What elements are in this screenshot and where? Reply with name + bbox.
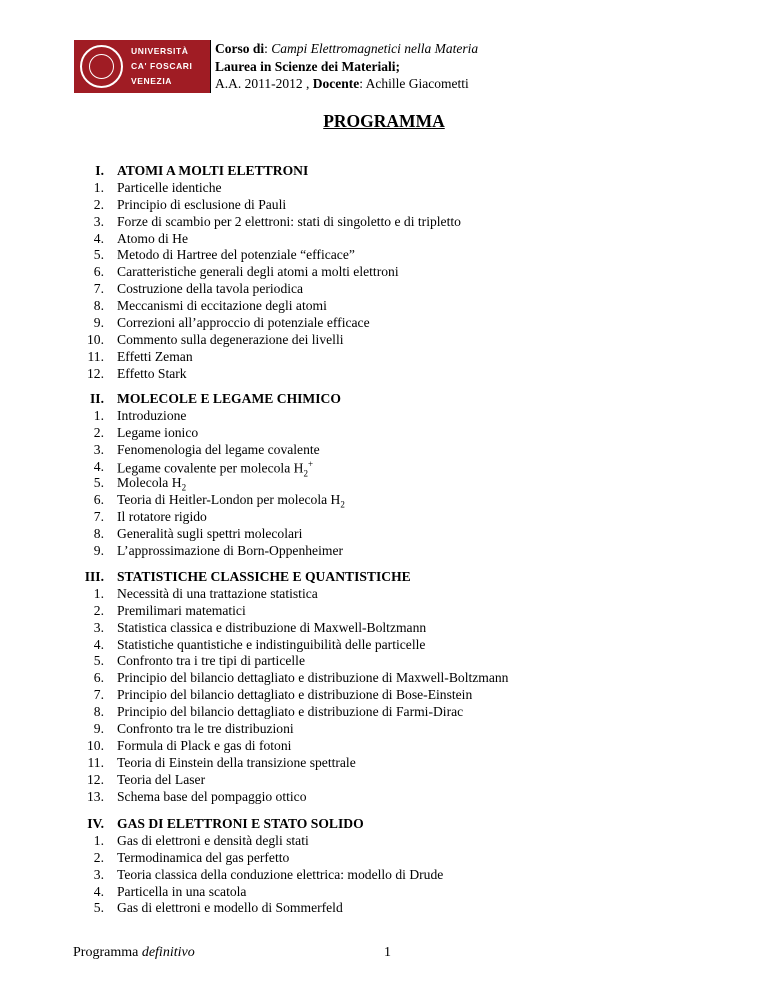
item-text — [117, 687, 472, 703]
item-number: 6. — [93, 492, 104, 508]
item-number: 5. — [93, 475, 104, 491]
item-text — [117, 586, 318, 602]
item-text-main: Metodo di Hartree del potenziale “efficace” — [117, 247, 355, 263]
item-text-main: Correzioni all’approccio di potenziale efficace — [117, 315, 370, 331]
item-text-main: Necessità di una trattazione statistica — [117, 585, 318, 601]
item-number: 5. — [93, 653, 104, 669]
item-number: 4. — [93, 883, 104, 899]
university-logo — [74, 40, 210, 93]
item-number: 7. — [93, 281, 104, 297]
item-text-main: Effetti Zeman — [117, 348, 193, 364]
item-subscript: 2 — [340, 500, 345, 511]
item-text — [117, 789, 307, 805]
item-text-main: Fenomenologia del legame covalente — [117, 441, 320, 457]
item-text-main: Principio del bilancio dettagliato e distribuzione di Bose-Einstein — [117, 687, 473, 703]
item-text — [117, 264, 399, 280]
section-heading — [0, 569, 768, 586]
item-number: 3. — [93, 619, 104, 635]
item-number: 11. — [87, 348, 104, 364]
list-item — [0, 603, 768, 620]
item-text-main: Legame covalente per molecola H — [117, 460, 304, 476]
item-number: 3. — [93, 213, 104, 229]
item-text-main: Principio del bilancio dettagliato e distribuzione di Maxwell-Boltzmann — [117, 670, 509, 686]
item-number: 11. — [87, 754, 104, 770]
item-text — [117, 603, 246, 619]
item-text — [117, 247, 355, 263]
logo-wordmark — [131, 44, 193, 89]
item-text-main: Teoria classica della conduzione elettrica: modello di Drude — [117, 866, 444, 882]
list-item — [0, 687, 768, 704]
page-title: PROGRAMMA — [323, 111, 445, 131]
list-item — [0, 738, 768, 755]
item-text-main: Effetto Stark — [117, 365, 187, 381]
list-item — [0, 231, 768, 248]
item-number: 1. — [93, 585, 104, 601]
item-text-main: Schema base del pompaggio ottico — [117, 788, 307, 804]
item-text — [117, 704, 463, 720]
item-superscript: + — [307, 458, 314, 469]
list-item — [0, 620, 768, 637]
page-number: 1 — [384, 945, 391, 960]
item-text-main: Costruzione della tavola periodica — [117, 281, 304, 297]
item-number: 3. — [93, 441, 104, 457]
item-number: 1. — [93, 832, 104, 848]
item-number: 2. — [93, 602, 104, 618]
item-text-main: Gas di elettroni e modello di Sommerfeld — [117, 900, 343, 916]
item-text — [117, 509, 207, 525]
item-text — [117, 349, 193, 365]
item-text — [117, 475, 186, 493]
item-text — [117, 526, 302, 542]
list-item — [0, 833, 768, 850]
section-numeral: IV. — [87, 816, 104, 831]
item-text — [117, 653, 305, 669]
item-text-main: Teoria di Einstein della transizione spettrale — [117, 754, 356, 770]
list-item — [0, 366, 768, 383]
item-text-main: Premilimari matematici — [117, 602, 246, 618]
course-line: Corso di: Campi Elettromagnetici nella Materia — [215, 41, 479, 56]
item-text — [117, 772, 205, 788]
item-text — [117, 492, 345, 510]
list-item — [0, 772, 768, 789]
item-number: 10. — [87, 737, 104, 753]
list-item — [0, 637, 768, 654]
item-number: 9. — [93, 721, 104, 737]
section-title: ATOMI A MOLTI ELETTRONI — [117, 163, 309, 178]
section-title: MOLECOLE E LEGAME CHIMICO — [117, 391, 341, 406]
section-title: GAS DI ELETTRONI E STATO SOLIDO — [117, 816, 364, 831]
footer-label — [73, 945, 195, 961]
course-label: Corso di — [215, 41, 265, 56]
item-number: 8. — [93, 704, 104, 720]
section-numeral: I. — [95, 163, 104, 178]
list-item — [0, 197, 768, 214]
item-text — [117, 543, 343, 559]
item-text-main: Termodinamica del gas perfetto — [117, 849, 290, 865]
year-line — [215, 75, 478, 93]
item-number: 3. — [93, 866, 104, 882]
list-item — [0, 315, 768, 332]
list-item — [0, 867, 768, 884]
item-text — [117, 425, 198, 441]
item-text-main: Generalità sugli spettri molecolari — [117, 526, 303, 542]
section — [0, 816, 768, 917]
item-text — [117, 755, 356, 771]
item-text — [117, 298, 327, 314]
item-number: 5. — [93, 900, 104, 916]
item-text — [117, 850, 289, 866]
item-text-main: Legame ionico — [117, 424, 199, 440]
item-text — [117, 620, 426, 636]
item-text-main: Gas di elettroni e densità degli stati — [117, 832, 309, 848]
item-number: 4. — [93, 230, 104, 246]
item-text — [117, 180, 222, 196]
footer-text-italic: definitivo — [141, 945, 195, 960]
item-text — [117, 833, 309, 849]
section-numeral: II. — [90, 391, 104, 406]
item-number: 12. — [87, 365, 104, 381]
item-text-main: Statistica classica e distribuzione di Maxwell-Boltzmann — [117, 619, 427, 635]
item-number: 4. — [93, 636, 104, 652]
item-text — [117, 670, 508, 686]
item-text — [117, 366, 187, 382]
docente-label: Docente — [312, 76, 360, 92]
section — [0, 391, 768, 560]
list-item — [0, 509, 768, 526]
item-text — [117, 408, 186, 424]
item-text — [117, 884, 246, 900]
list-item — [0, 586, 768, 603]
course-info — [210, 40, 478, 93]
section-numeral: III. — [84, 569, 104, 584]
list-item — [0, 543, 768, 560]
item-text-main: Atomo di He — [117, 230, 188, 246]
section-title: STATISTICHE CLASSICHE E QUANTISTICHE — [117, 569, 411, 584]
item-number: 10. — [87, 331, 104, 347]
list-item — [0, 425, 768, 442]
degree-name: Laurea in Scienze dei Materiali; — [215, 58, 400, 74]
degree-line — [215, 58, 478, 76]
list-item — [0, 492, 768, 509]
item-text — [117, 867, 443, 883]
logo-line-2: CA' FOSCARI — [131, 61, 193, 71]
list-item — [0, 721, 768, 738]
section — [0, 569, 768, 805]
list-item — [0, 281, 768, 298]
item-text — [117, 900, 343, 916]
item-number: 5. — [93, 247, 104, 263]
item-number: 9. — [93, 315, 104, 331]
item-text — [117, 281, 303, 297]
list-item — [0, 332, 768, 349]
item-text-main: Confronto tra le tre distribuzioni — [117, 721, 294, 737]
list-item — [0, 789, 768, 806]
item-text — [117, 214, 461, 230]
list-item — [0, 475, 768, 492]
item-text-main: Particella in una scatola — [117, 883, 247, 899]
list-item — [0, 850, 768, 867]
list-item — [0, 526, 768, 543]
logo-line-1: UNIVERSITÀ — [131, 46, 189, 56]
item-number: 1. — [93, 179, 104, 195]
docente-name: : Achille Giacometti — [359, 76, 469, 92]
list-item — [0, 408, 768, 425]
item-number: 4. — [93, 458, 104, 474]
item-subscript: 2 — [303, 467, 308, 478]
item-text — [117, 231, 188, 247]
item-text — [117, 332, 344, 348]
item-number: 6. — [93, 264, 104, 280]
course-name: Campi Elettromagnetici nella Materia — [271, 41, 479, 56]
section-heading — [0, 816, 768, 833]
item-subscript: 2 — [181, 483, 187, 494]
section-heading — [0, 163, 768, 180]
item-text-main: Teoria del Laser — [117, 771, 206, 787]
item-number: 2. — [93, 424, 104, 440]
list-item — [0, 180, 768, 197]
seal-icon — [80, 45, 123, 88]
item-text-main: Commento sulla degenerazione dei livelli — [117, 331, 344, 347]
list-item — [0, 900, 768, 917]
document-header — [74, 40, 514, 93]
item-text-main: Caratteristiche generali degli atomi a molti elettroni — [117, 264, 399, 280]
item-text-main: L’approssimazione di Born-Oppenheimer — [117, 543, 344, 559]
item-text-main: Statistiche quantistiche e indistinguibilità delle particelle — [117, 636, 426, 652]
list-item — [0, 442, 768, 459]
item-number: 6. — [93, 670, 104, 686]
item-number: 8. — [93, 526, 104, 542]
item-text — [117, 637, 425, 653]
item-number: 7. — [93, 509, 104, 525]
item-text-main: Il rotatore rigido — [117, 509, 207, 525]
logo-line-3: VENEZIA — [131, 76, 173, 86]
item-text-main: Introduzione — [117, 407, 187, 423]
item-text-main: Principio di esclusione di Pauli — [117, 196, 287, 212]
item-number: 13. — [87, 788, 104, 804]
item-text-main: Meccanismi di eccitazione degli atomi — [117, 298, 327, 314]
list-item — [0, 349, 768, 366]
list-item — [0, 755, 768, 772]
section-heading — [0, 391, 768, 408]
item-text — [117, 197, 286, 213]
item-text — [117, 442, 320, 458]
section — [0, 163, 768, 383]
list-item — [0, 298, 768, 315]
item-text-main: Molecola H — [117, 475, 182, 491]
item-text-main: Principio del bilancio dettagliato e distribuzione di Farmi-Dirac — [117, 704, 464, 720]
item-number: 12. — [87, 771, 104, 787]
item-text — [117, 315, 370, 331]
item-text-main: Particelle identiche — [117, 179, 222, 195]
item-number: 2. — [93, 196, 104, 212]
list-item — [0, 653, 768, 670]
item-number: 1. — [93, 407, 104, 423]
item-text-main: Formula di Plack e gas di fotoni — [117, 737, 292, 753]
item-text — [117, 738, 291, 754]
list-item — [0, 214, 768, 231]
item-text — [117, 721, 294, 737]
item-text-main: Teoria di Heitler-London per molecola H — [117, 492, 341, 508]
academic-year: A.A. 2011-2012 , — [215, 76, 313, 92]
list-item — [0, 670, 768, 687]
list-item — [0, 264, 768, 281]
item-number: 8. — [93, 298, 104, 314]
footer-text-plain: Programma — [73, 945, 142, 960]
item-number: 9. — [93, 543, 104, 559]
item-text-main: Forze di scambio per 2 elettroni: stati di singoletto e di tripletto — [117, 213, 461, 229]
item-number: 2. — [93, 849, 104, 865]
list-item — [0, 459, 768, 476]
item-number: 7. — [93, 687, 104, 703]
list-item — [0, 884, 768, 901]
list-item — [0, 704, 768, 721]
item-text-main: Confronto tra i tre tipi di particelle — [117, 653, 305, 669]
list-item — [0, 247, 768, 264]
